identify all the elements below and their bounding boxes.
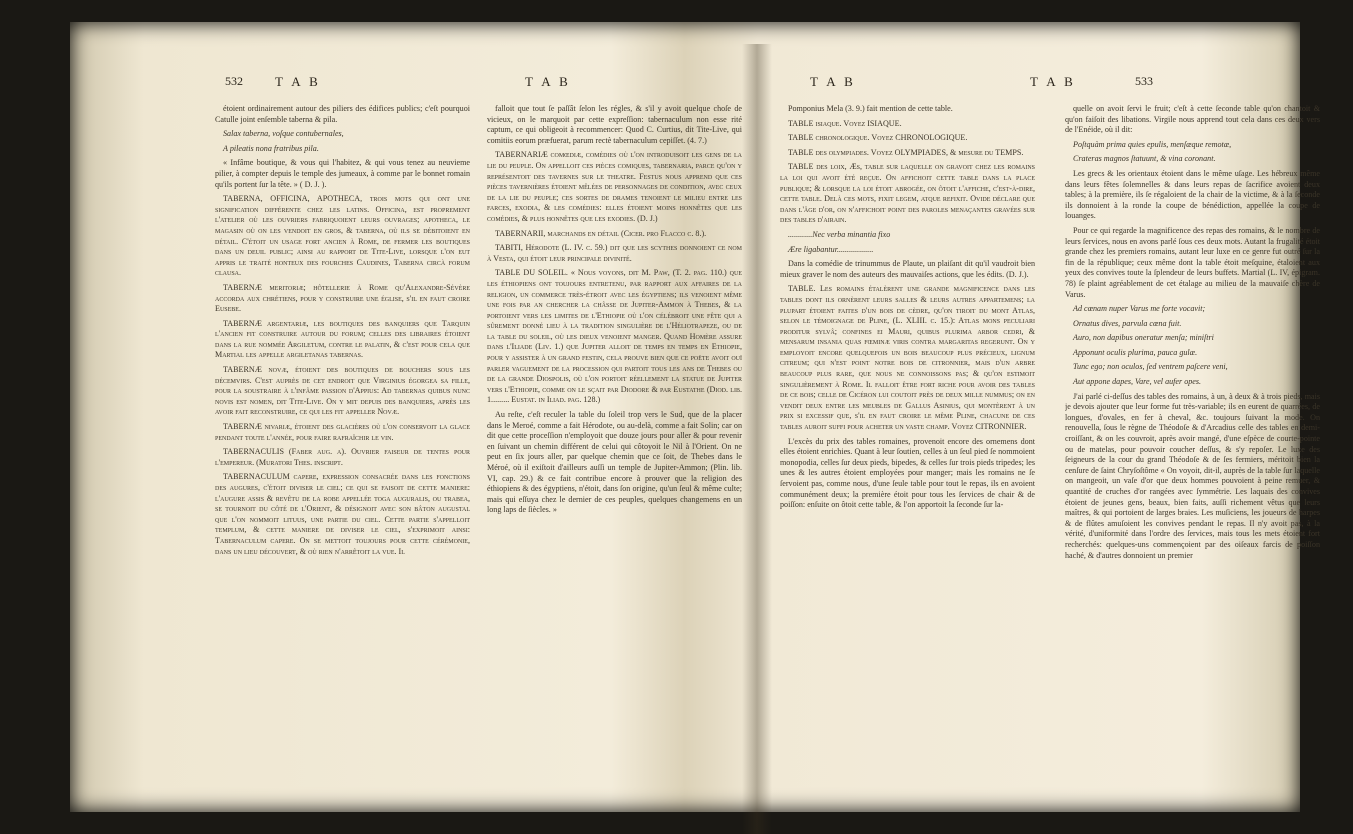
right-col1-paragraph: Dans la comédie de trinummus de Plaute, un plaiſant dit qu'il vaudroit bien mieux graver le nom des auteurs des mauvaiſes actions, que les édits. (D. J.). [780, 259, 1035, 279]
right-page-number: 533 [1135, 74, 1153, 88]
right-col2-paragraph: Pour ce qui regarde la magnificence des repas des romains, & le nombre de leurs ſervices, nous en avons parlé ſous ces deux mots. Autant la frugalité étoit grande chez les premiers romains, autant leur luxe en ce genre fut outré ſur la fin de la république; ceux même dont la table étoit meſquine, étaloient aux yeux des convives toute la ſplendeur de leurs buffets. Martial (L. IV, épigram. 78) ſe plaint agréablement de cet étalage au milieu de la mauvaiſe chère de Varus. [1065, 225, 1320, 299]
right-col1-paragraph: TABLE chronologique. Voyez CHRONOLOGIQUE. [788, 133, 968, 143]
left-col1-paragraph: TABERNÆ nivariæ, étoient des glacières où l'on conſervoit la glace pendant toute l'année, pour faire rafraîchir le vin. [215, 422, 470, 442]
left-col2-paragraph: TABITI, Hérodote (L. IV. c. 59.) dit que les ſcythes donnoient ce nom à Veſta, qui étoit leur principale divinité. [487, 243, 742, 263]
left-col1-paragraph: « Infâme boutique, & vous qui l'habitez, & qui vous tenez au neuvieme pilier, à compter depuis le temple des jumeaux, à comme par le bonnet romain qu'ils portent ſur la tête. » ( D. J. ). [215, 158, 470, 189]
right-column-1 [780, 104, 1035, 794]
right-col2-paragraph: Poſtquàm prima quies epulis, menſæque remotæ, [1073, 139, 1232, 149]
right-col1-paragraph: Pomponius Mela (3. 9.) fait mention de cette table. [788, 104, 953, 113]
left-col1-paragraph: Salax taberna, voſque contubernales, [223, 129, 344, 139]
right-running-head-2: T A B [1030, 74, 1076, 89]
right-col2-paragraph: Aut appone dapes, Vare, vel aufer opes. [1073, 377, 1202, 387]
book-gutter [742, 44, 772, 834]
right-running-head-1: T A B [810, 74, 856, 89]
right-col2-paragraph: Tunc ego; non oculos, ſed ventrem paſcere veni, [1073, 362, 1228, 372]
right-col2-paragraph: Auro, non dapibus oneratur menſa; miniſtri [1073, 333, 1214, 343]
right-col2-paragraph: Apponunt oculis plurima, pauca gulæ. [1073, 347, 1198, 357]
right-col1-paragraph: Ære ligabantur.................. [788, 244, 874, 254]
right-col2-paragraph: Ad cœnam nuper Varus me forte vocavit; [1073, 304, 1206, 314]
right-col2-paragraph: Les grecs & les orientaux étoient dans le même uſage. Les hébreux même dans leurs fêtes ſolemnelles & dans leurs repas de ſacrifice avoient deux tables; à la première, ils ſe régaloient de la chair de la victime, & à la ſeconde ils donnoient à la ronde la coupe de bénédiction, appellée la coupe de louanges. [1065, 168, 1320, 221]
right-col2-paragraph: Crateras magnos ſtatuunt, & vina coronant. [1073, 154, 1216, 164]
right-col1-paragraph: TABLE des loix, Æs, table ſur laquelle on gravoit chez les romains la loi qui avoit été reçue. On affichoit cette table dans la place publique; & lorſque la loi étoit abrogée, on ôtoit l'affiche, c'eſt-à-dire, cette table. Delà ces mots, fixit legem, atque refixit. Ovide déclare que dans l'âge d'or, on n'affichoit point des paroles menaçantes gravées ſur des tables d'airain. [780, 162, 1035, 225]
left-col2-paragraph: Au reſte, c'eſt reculer la table du ſoleil trop vers le Sud, que de la placer dans le Meroé, comme a fait Hérodote, ou au-delà, comme a fait Solin; car on dit que cette proceſſion n'employoit que douze jours pour aller & pour revenir en ſuivant un chemin différent de celui qui côtoyoit le Nil à l'Orient. On ne peut en ſix jours aller, par quelque chemin que ce ſoit, de Thebes dans le Méroé, où il exiſtoit d'ailleurs auſſi un temple de Jupiter-Ammon; (Plin. lib. VI, cap. 29.) & ce fait contribue encore à prouver que la religion des éthiopiens & des égyptiens, n'étoit, dans ſon origine, qu'un ſeul & même culte; mais qui eſſuya chez le dernier de ces peuples, quelques changemens en un long laps de ſiècles. » [487, 410, 742, 515]
left-col1-paragraph: étoient ordinairement autour des piliers des édifices publics; c'eſt pourquoi Catulle joint enſemble taberna & pila. [215, 104, 470, 124]
right-col1-paragraph: L'excès du prix des tables romaines, provenoit encore des ornemens dont elles étoient enrichies. Quant à leur ſoutien, celles à un ſeul pied ſe nommoient monopodia, celles ſur deux pieds, bipedes, & celles ſur trois pieds tripedes; les unes & les autres étoient employées pour manger; mais les romains ne ſe ſervoient pas, comme nous, d'une ſeule table pour tout le repas, ils en avoient communément deux; la première étoit pour tous les ſervices de chair & de poiſſon: enſuite on ôtoit cette table, & l'on apportoit la ſeconde ſur la- [780, 436, 1035, 510]
left-col2-paragraph: TABERNARII, marchands en détail (Cicer. pro Flacco c. 8.). [495, 228, 707, 238]
right-col1-paragraph: TABLE. Les romains étalèrent une grande magnificence dans les tables dont ils ornèrent leurs ſalles & leurs autres appartemens; la plupart étoient faites d'un bois de cèdre, qu'on tiroit du mont Atlas, ſelon le témoignage de Pline, (L. XLIII. c. 15.): Atlas mons peculiari proditur ſylvâ; confines ei Mauri, quibus plurima arbor cedri, & menſarum inſania quas fœminæ viris contra margaritas regerunt. On y employoit encore quelquefois un bois beaucoup plus précieux, lignum citreum; qui n'eſt point notre bois de citronnier, mais d'un arbre beaucoup plus rare, que nous ne connoiſſons pas; & qu'on eſtimoit ſingulièrement à Rome. Il falloit être fort riche pour avoir des tables de ce bois; celle de Cicéron lui coutoit près de deux mille nummus; on en vendit deux entre les meubles de Gallus Aſinius, qui montèrent à un prix ſi exceſſif que, s'il en faut croire le même Pline, chacune de ces tables auroit ſuffi pour acheter un vaſte champ. Voyez CITRONNIER. [780, 284, 1035, 432]
right-col2-paragraph: Ornatus dives, parvula cœna fuit. [1073, 318, 1182, 328]
right-col2-paragraph: J'ai parlé ci-deſſus des tables des romains, à un, à deux & à trois pieds, mais je devois ajouter que leur forme fut très-variable; ils en eurent de quarrées, de longues, d'ovales, en fer à cheval, &c. toujours ſuivant la mode. On renouvella, ſous le règne de Théodoſe & d'Arcadius celle des tables en demi-croiſſant, & on les couvroit, après avoir mangé, d'une eſpèce de courte-pointe ou de matelas, pour pouvoir coucher deſſus, & s'y repoſer. Le luxe des ſeigneurs de la cour du grand Théodoſe & de ſes fermiers, méritoit bien la cenſure de ſaint Chryſoſtôme « On voyoit, dit-il, auprès de la table ſur laquelle on mangeoit, un vaſe d'or que deux hommes pouvoient à peine remuer, & quantité de cruches d'or rangées avec ſymmétrie. Les laquais des convives étoient de jeunes gens, beaux, bien faits, auſſi richement vêtus que leurs maîtres, & qui portoient de larges braies. Les muſiciens, les joueurs de harpes & de flûtes amuſoient les convives pendant le repas. Il n'y avoit pas, à la vérité, d'uniformité dans l'ordre des ſervices, mais tous les mets étoient fort recherchés: quelques-uns commençoient par des oiſeaux farcis de poiſſon haché, & d'autres donnoient un premier [1065, 391, 1320, 560]
left-col2-paragraph: falloit que tout ſe paſſât ſelon les régles, & s'il y avoit quelque choſe de vicieux, on le marquoit par cette expreſſion: tabernaculum non esse rité captum, ce qui obligeoit à recommencer: Quod C. Curtius, dit Tite-Live, qui comitiis eorum præfuerat, parum rectè tabernaculum cepiſſet. (4. 7.) [487, 104, 742, 145]
left-running-head-2: T A B [525, 74, 571, 89]
left-col2-paragraph: TABLE DU SOLEIL. « Nous voyons, dit M. Paw, (T. 2. pag. 110.) que les éthiopiens ont toujours entretenu, par rapport aux affaires de la religion, un commerce très-étroit avec les égyptiens; ils venoient même une fois par an chercher la châſſe de Jupiter-Ammon à Thebes, & la portoient vers les limites de l'Ethiopie où l'on célébroit une fête qui a ſûrement donné lieu à la tradition ſingulière de l'Héliotrapeze, ou de la table du ſoleil, où les dieux venoient manger. Quand Homère aſſure dans l'Iliade (Liv. 1.) que Jupiter alloit de temps en temps en Ethiopie, pour y aſſiſter à un grand feſtin, cela prouve bien que ce poëte avoit ouï parler vaguement de la proceſſion qui partoit tous les ans de Thebes ou de la grande Dioſpolis, où l'on portoit réellement la ſtatue de Jupiter vers l'Ethiopie, comme on le ſçait par Diodore & par Euſtathe (Diod. lib. 1......... Euſtat. in Iliad. pag. 128.) [487, 268, 742, 405]
right-col1-paragraph: TABLE des olympiades. Voyez OLYMPIADES, & meſure du TEMPS. [788, 147, 1024, 157]
left-col1-paragraph: TABERNÆ argentariæ, les boutiques des banquiers que Tarquin l'ancien fit conſtruire autour du forum; celles des libraires étoient dans la rue nommée Argiletum, contre le palatin, & c'eſt pour cela que Martial les appelle argiletanas tabernas. [215, 318, 470, 360]
left-col1-paragraph: A pileatis nona fratribus pila. [223, 143, 319, 153]
right-column-2 [1065, 104, 1320, 794]
left-column-2 [487, 104, 742, 794]
right-col2-paragraph: quelle on avoit ſervi le fruit; c'eſt à cette ſeconde table qu'on chantoit & qu'on faiſoit des libations. Virgile nous apprend tout cela dans ces deux vers de l'Enéide, où il dit: [1065, 104, 1320, 135]
left-col1-paragraph: TABERNÆ novæ, étoient des boutiques de bouchers ſous les décemvirs. C'eſt auprès de cet endroit que Virginius égorgea ſa fille, pour la ſouſtraire à l'infâme paſſion d'Appius: Ad tabernas quibus nunc novis eſt nomen, dit Tite-Live. On y mit depuis des banquiers, après les avoir fait reconſtruire, ce qui les fit appeller Novæ. [215, 365, 470, 417]
right-col1-paragraph: ............Nec verba minantia fixo [788, 229, 891, 239]
left-col1-paragraph: TABERNACULUM capere, expreſſion conſacrée dans les fonctions des augures, c'étoit diviſer le ciel; ce qui ſe faiſoit de cette maniere: l'augure aſſis & revêtu de la robe appellée toga auguralis, ou trabea, ſe tournoit du côté de l'Orient, & déſignoit avec ſon bâton auguſtal que l'on nommoit lituus, une partie du ciel. Cette partie s'appelloit templum, & cette maniere de diviſer le ciel, s'exprimoit ainſi: Tabernaculum capere. On ſe mettoit toujours pour cette cérémonie, dans un lieu découvert, & où rien n'arrêtoit la vue. Il [215, 472, 470, 556]
left-running-head-1: T A B [275, 74, 321, 89]
left-col2-paragraph: TABERNARIÆ comœdiæ, comédies où l'on introduiſoit les gens de la lie du peuple. On appelloit ces pièces comiques, tabernaria, parce qu'on y repréſentoit des tavernes ſur le theatre. Feſtus nous apprend que ces pièces tavernières étoient mêlées de perſonnages de condition, avec ceux de la lie du peuple; ces ſortes de drames tenoient le milieu entre les farces, exodia, & les comédies: elles étoient moins honnêtes que les comédies, & plus honnêtes que les exodies. (D. J.) [487, 150, 742, 223]
left-col1-paragraph: TABERNÆ meritoriæ; hôtellerie à Rome qu'Alexandre-Sévère accorda aux chrétiens, pour y conſtruire une égliſe, s'il en faut croire Euſebe. [215, 282, 470, 314]
book-spread [70, 22, 1320, 812]
left-column-1 [215, 104, 470, 794]
left-page-number: 532 [225, 74, 243, 88]
left-col1-paragraph: TABERNACULIS (Faber aug. a). Ouvrier faiſeur de tentes pour l'empereur. (Muratori Theſ. inſcript. [215, 447, 470, 467]
left-col1-paragraph: TABERNA, OFFICINA, APOTHECA, trois mots qui ont une ſignification différente chez les latins. Officina, eſt proprement l'atelier où les ouvriers fabriquoient leurs ouvrages; apotheca, le magaſin où on les vendoit en gros, & taberna, où ils ſe débitoient en détail. C'étoit un uſage fort ancien à Rome, de fermer les boutiques dans un deuil public; ainſi au rapport de Tite-Live, lorſque l'on eut appris le traité honteux des fourches Caudines, Taberna circà forum clauſa. [215, 194, 470, 278]
right-col1-paragraph: TABLE iſiaque. Voyez ISIAQUE. [788, 118, 902, 128]
